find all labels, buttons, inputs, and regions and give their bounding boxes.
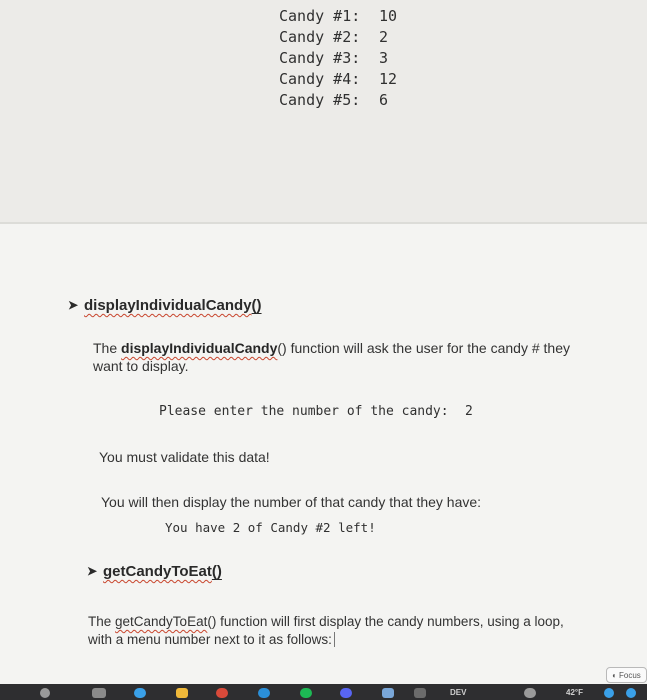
- folder-icon[interactable]: [176, 688, 188, 698]
- app-icon[interactable]: [524, 688, 536, 698]
- section-heading-display-individual-candy[interactable]: [68, 297, 262, 314]
- candy-label: Candy #1:: [279, 7, 361, 25]
- para-prefix: The: [93, 340, 122, 356]
- heading-function-name: displayIndividualCandy: [84, 297, 252, 314]
- weather-label[interactable]: 42°F: [566, 688, 583, 697]
- task-view-icon[interactable]: [92, 688, 106, 698]
- candy-count: 2: [379, 28, 389, 46]
- search-icon[interactable]: [40, 688, 50, 698]
- dev-label[interactable]: DEV: [450, 688, 467, 697]
- description-paragraph: [93, 339, 593, 375]
- candy-count: 3: [379, 49, 389, 67]
- result-output: You have 2 of Candy #2 left!: [165, 520, 376, 535]
- app-icon[interactable]: [258, 688, 270, 698]
- para-function-name: displayIndividualCandy: [121, 340, 278, 356]
- browser-icon[interactable]: [134, 688, 146, 698]
- text-cursor: [334, 632, 335, 647]
- candy-count: 6: [379, 91, 389, 109]
- then-display-text: You will then display the number of that candy that they have:: [101, 494, 482, 510]
- candy-label: Candy #5:: [279, 91, 361, 109]
- heading-function-name: getCandyToEat: [103, 563, 212, 580]
- chevron-right-icon: ➤: [68, 298, 79, 312]
- app-icon[interactable]: [300, 688, 312, 698]
- heading-parens: (): [211, 563, 222, 580]
- section-heading-get-candy-to-eat[interactable]: [87, 563, 222, 580]
- app-icon[interactable]: [340, 688, 352, 698]
- candy-label: Candy #4:: [279, 70, 361, 88]
- chevron-right-icon: ➤: [87, 564, 98, 578]
- focus-label: Focus: [619, 670, 641, 680]
- app-icon[interactable]: [414, 688, 426, 698]
- candy-count: 10: [379, 7, 398, 25]
- para-prefix: The: [88, 614, 116, 629]
- para-function-name: getCandyToEat: [115, 614, 208, 629]
- network-icon[interactable]: [604, 688, 614, 698]
- section-divider: [0, 222, 647, 224]
- app-icon[interactable]: [216, 688, 228, 698]
- candy-label: Candy #3:: [279, 49, 361, 67]
- validate-note: You must validate this data!: [99, 449, 270, 465]
- focus-button[interactable]: [606, 667, 647, 683]
- para-rest: () function will ask the user for the candy # they want to display.: [93, 340, 570, 374]
- taskbar: [0, 684, 647, 700]
- heading-parens: (): [251, 297, 262, 314]
- volume-icon[interactable]: [626, 688, 636, 698]
- para-rest: () function will first display the candy numbers, using a loop, with a menu number next to it as follows:: [88, 614, 564, 647]
- prompt-value: 2: [465, 404, 473, 419]
- candy-count: 12: [379, 70, 398, 88]
- candy-label: Candy #2:: [279, 28, 361, 46]
- description-paragraph: [88, 613, 578, 649]
- app-icon[interactable]: [382, 688, 394, 698]
- focus-icon: ◐: [612, 670, 618, 680]
- console-output-panel: [0, 0, 647, 222]
- prompt-text: Please enter the number of the candy:: [159, 404, 449, 419]
